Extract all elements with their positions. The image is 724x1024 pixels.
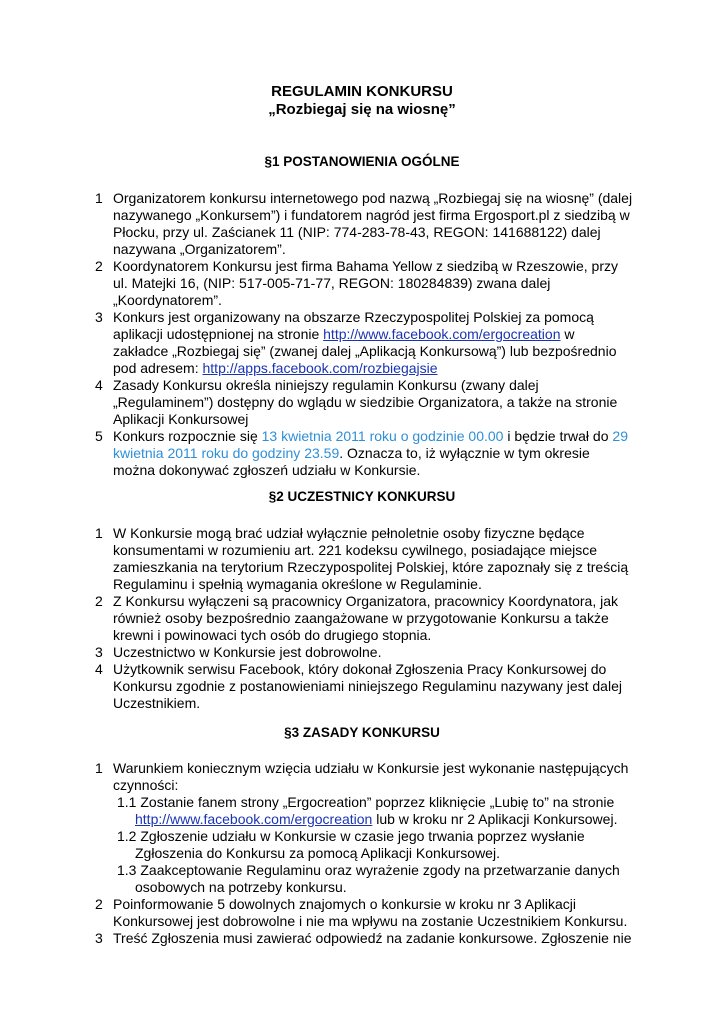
item-number: 2: [95, 258, 103, 274]
item-number: 4: [95, 377, 103, 393]
text-line: [113, 428, 665, 445]
text-line: Regulaminu i spełnią wymagania określone w Regulaminie.: [113, 576, 482, 592]
text-line: Zgłoszenia do Konkursu za pomocą Aplikacji Konkursowej.: [135, 845, 500, 861]
item-number: 2: [95, 896, 103, 912]
text-line: Uczestnictwo w Konkursie jest dobrowolne.: [113, 644, 382, 660]
text-line: nazywana „Organizatorem”.: [113, 241, 286, 257]
ergocreation-link[interactable]: http://www.facebook.com/ergocreation: [135, 811, 373, 827]
text-line: [113, 326, 665, 343]
end-date: kwietnia 2011 roku do godziny 23.59: [113, 445, 340, 461]
text-line: [113, 445, 665, 462]
text-line: czynności:: [113, 777, 179, 793]
text-line: Użytkownik serwisu Facebook, który dokonał Zgłoszenia Pracy Konkursowej do: [113, 661, 607, 677]
text-line: można dokonywać zgłoszeń udziału w Konkursie.: [113, 462, 421, 478]
text-line: osobowych na potrzeby konkursu.: [135, 879, 347, 895]
text-line: Koordynatorem Konkursu jest firma Bahama Yellow z siedzibą w Rzeszowie, przy: [113, 258, 619, 274]
item-number: 1: [95, 190, 103, 206]
document-title: REGULAMIN KONKURSU: [271, 83, 453, 100]
text-line: Konkursowej jest dobrowolne i nie ma wpływu na zostanie Uczestnikiem Konkursu.: [113, 913, 628, 929]
text-fragment: i będzie trwał do: [503, 428, 613, 444]
text-fragment: w: [560, 326, 575, 342]
contest-name: „Rozbiegaj się na wiosnę”: [268, 101, 456, 118]
subitem-1-2: 1.2 Zgłoszenie udziału w Konkursie w czasie jego trwania poprzez wysłanie: [117, 828, 585, 844]
item-number: 1: [95, 525, 103, 541]
item-number: 4: [95, 661, 103, 677]
text-line: Płocku, przy ul. Zaścianek 11 (NIP: 774-283-78-43, REGON: 141688122) dalej: [113, 224, 601, 240]
subitem-1-1: 1.1 Zostanie fanem strony „Ergocreation” poprzez kliknięcie „Lubię to” na stronie: [117, 794, 615, 810]
start-date: 13 kwietnia 2011 roku o godzinie 00.00: [261, 428, 504, 444]
text-line: Konkurs jest organizowany na obszarze Rzeczypospolitej Polskiej za pomocą: [113, 309, 594, 325]
text-line: Treść Zgłoszenia musi zawierać odpowiedź na zadanie konkursowe. Zgłoszenie nie: [113, 930, 632, 946]
text-line: Konkursu zgodnie z postanowieniami niniejszego Regulaminu nazywany jest dalej: [113, 678, 622, 694]
section-1-heading: §1 POSTANOWIENIA OGÓLNE: [264, 154, 460, 169]
end-date-day: 29: [612, 428, 628, 444]
section-3-heading: §3 ZASADY KONKURSU: [284, 725, 440, 740]
item-number: 3: [95, 644, 103, 660]
text-fragment: lub w kroku nr 2 Aplikacji Konkursowej.: [372, 811, 618, 827]
text-line: zakładce „Rozbiegaj się” (zwanej dalej „Aplikacją Konkursową”) lub bezpośrednio: [113, 343, 617, 359]
text-line: Zasady Konkursu określa niniejszy regulamin Konkursu (zwany dalej: [113, 377, 539, 393]
text-line: „Koordynatorem”.: [113, 292, 222, 308]
text-fragment: . Oznacza to, iż wyłącznie w tym okresie: [339, 445, 590, 461]
text-line: Uczestnikiem.: [113, 695, 201, 711]
item-number: 3: [95, 930, 103, 946]
facebook-page-link[interactable]: http://www.facebook.com/ergocreation: [323, 326, 561, 342]
item-number: 5: [95, 428, 103, 444]
text-line: Poinformowanie 5 dowolnych znajomych o konkursie w kroku nr 3 Aplikacji: [113, 896, 576, 912]
text-line: konsumentami w rozumieniu art. 221 kodeksu cywilnego, posiadające miejsce: [113, 542, 598, 558]
section-2-heading: §2 UCZESTNICY KONKURSU: [268, 489, 456, 504]
text-line: Aplikacji Konkursowej: [113, 411, 249, 427]
text-line: zamieszkania na terytorium Rzeczypospolitej Polskiej, które zapoznały się z treścią: [113, 559, 629, 575]
text-line: Z Konkursu wyłączeni są pracownicy Organizatora, pracownicy Koordynatora, jak: [113, 593, 619, 609]
text-fragment: pod adresem:: [113, 360, 203, 376]
text-line: ul. Matejki 16, (NIP: 517-005-71-77, REGON: 180284839) zwana dalej: [113, 275, 551, 291]
subitem-1-3: 1.3 Zaakceptowanie Regulaminu oraz wyrażenie zgody na przetwarzanie danych: [117, 862, 620, 878]
text-line: krewni i powinowaci tych osób do drugiego stopnia.: [113, 627, 432, 643]
text-line: Organizatorem konkursu internetowego pod nazwą „Rozbiegaj się na wiosnę” (dalej: [113, 190, 633, 206]
facebook-app-link[interactable]: http://apps.facebook.com/rozbiegajsie: [202, 360, 438, 376]
text-line: również osoby bezpośrednio zaangażowane w przygotowanie Konkursu a także: [113, 610, 609, 626]
text-fragment: aplikacji udostępnionej na stronie: [113, 326, 324, 342]
item-number: 1: [95, 760, 103, 776]
text-line: [113, 360, 665, 377]
text-fragment: Konkurs rozpocznie się: [113, 428, 262, 444]
text-line: [113, 811, 665, 828]
text-line: W Konkursie mogą brać udział wyłącznie pełnoletnie osoby fizyczne będące: [113, 525, 585, 541]
text-line: Warunkiem koniecznym wzięcia udziału w Konkursie jest wykonanie następujących: [113, 760, 629, 776]
item-number: 2: [95, 593, 103, 609]
item-number: 3: [95, 309, 103, 325]
text-line: nazywanego „Konkursem”) i fundatorem nagród jest firma Ergosport.pl z siedzibą w: [113, 207, 630, 223]
text-line: „Regulaminem”) dostępny do wglądu w siedzibie Organizatora, a także na stronie: [113, 394, 618, 410]
